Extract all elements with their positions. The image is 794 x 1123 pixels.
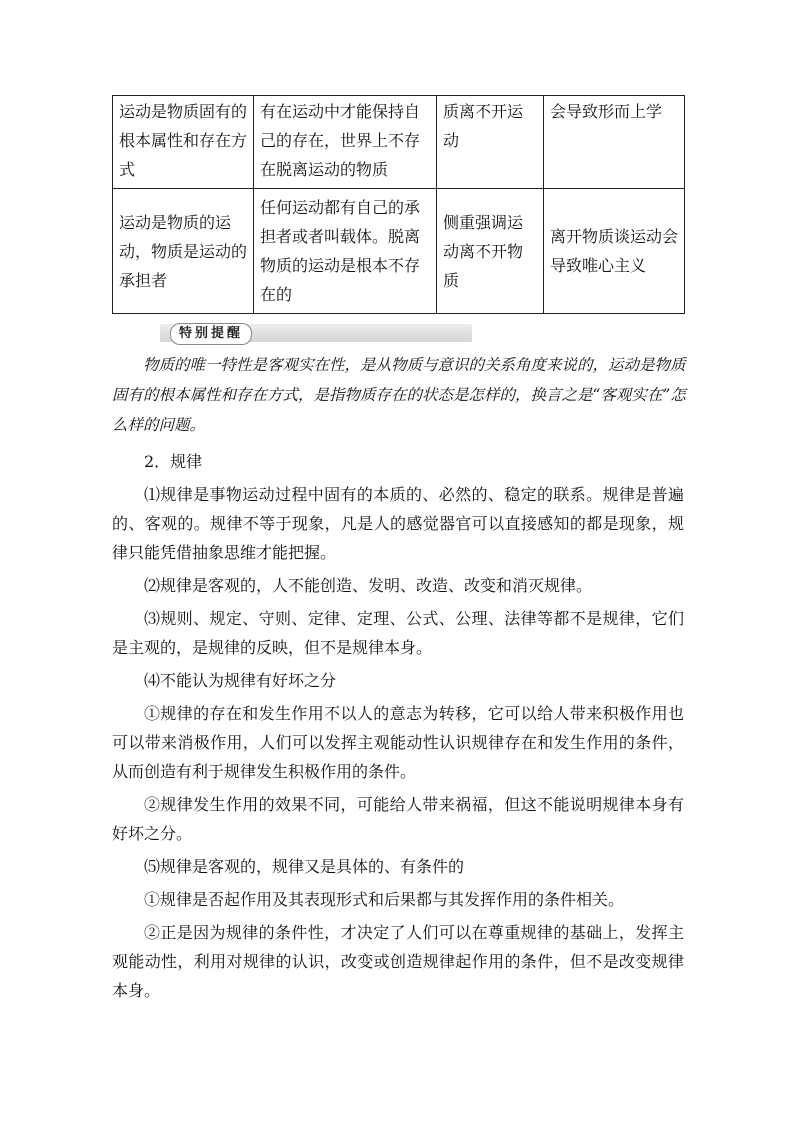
paragraph: ⑶规则、规定、守则、定律、定理、公式、公理、法律等都不是规律，它们是主观的，是规律的反映，但不是规律本身。 (112, 609, 684, 657)
paragraph: ⑵规律是客观的，人不能创造、发明、改造、改变和消灭规律。 (144, 576, 593, 595)
section-body (112, 447, 684, 1005)
paragraph: ⑷不能认为规律有好坏之分 (144, 671, 337, 690)
paragraph: ⑴规律是事物运动过程中固有的本质的、必然的、稳定的联系。规律是普遍的、客观的。规律不等于现象，凡是人的感觉器官可以直接感知的都是现象，规律只能凭借抽象思维才能把握。 (112, 485, 684, 562)
tip-label: 特别提醒 (170, 323, 252, 345)
paragraph: ①规律的存在和发生作用不以人的意志为转移，它可以给人带来积极作用也可以带来消极作用，人们可以发挥主观能动性认识规律存在和发生作用的条件，从而创造有利于规律发生积极作用的条件。 (112, 704, 684, 781)
table-cell: 离开物质谈运动会导致唯心主义 (544, 189, 685, 314)
table-cell: 质离不开运动 (437, 96, 544, 189)
table-cell: 有在运动中才能保持自己的存在，世界上不存在脱离运动的物质 (254, 96, 437, 189)
paragraph: ②正是因为规律的条件性，才决定了人们可以在尊重规律的基础上，发挥主观能动性，利用对规律的认识，改变或创造规律起作用的条件，但不是改变规律本身。 (112, 923, 684, 1000)
table-cell: 任何运动都有自己的承担者或者叫载体。脱离物质的运动是根本不存在的 (254, 189, 437, 314)
paragraph: ①规律是否起作用及其表现形式和后果都与其发挥作用的条件相关。 (144, 890, 625, 909)
table-cell: 运动是物质的运动，物质是运动的承担者 (113, 189, 254, 314)
table-cell: 运动是物质固有的根本属性和存在方式 (113, 96, 254, 189)
table-cell: 会导致形而上学 (544, 96, 685, 189)
table-row (113, 189, 685, 314)
tip-text: 物质的唯一特性是客观实在性，是从物质与意识的关系角度来说的，运动是物质固有的根本属性和存在方式，是指物质存在的状态是怎样的，换言之是“客观实在”怎么样的问题。 (112, 356, 686, 434)
paragraph: ⑸规律是客观的，规律又是具体的、有条件的 (144, 857, 465, 876)
table-cell: 侧重强调运动离不开物质 (437, 189, 544, 314)
section-heading: 2．规律 (144, 452, 203, 471)
paragraph: ②规律发生作用的效果不同，可能给人带来祸福，但这不能说明规律本身有好坏之分。 (112, 795, 684, 843)
comparison-table (112, 95, 685, 314)
table-row (113, 96, 685, 189)
